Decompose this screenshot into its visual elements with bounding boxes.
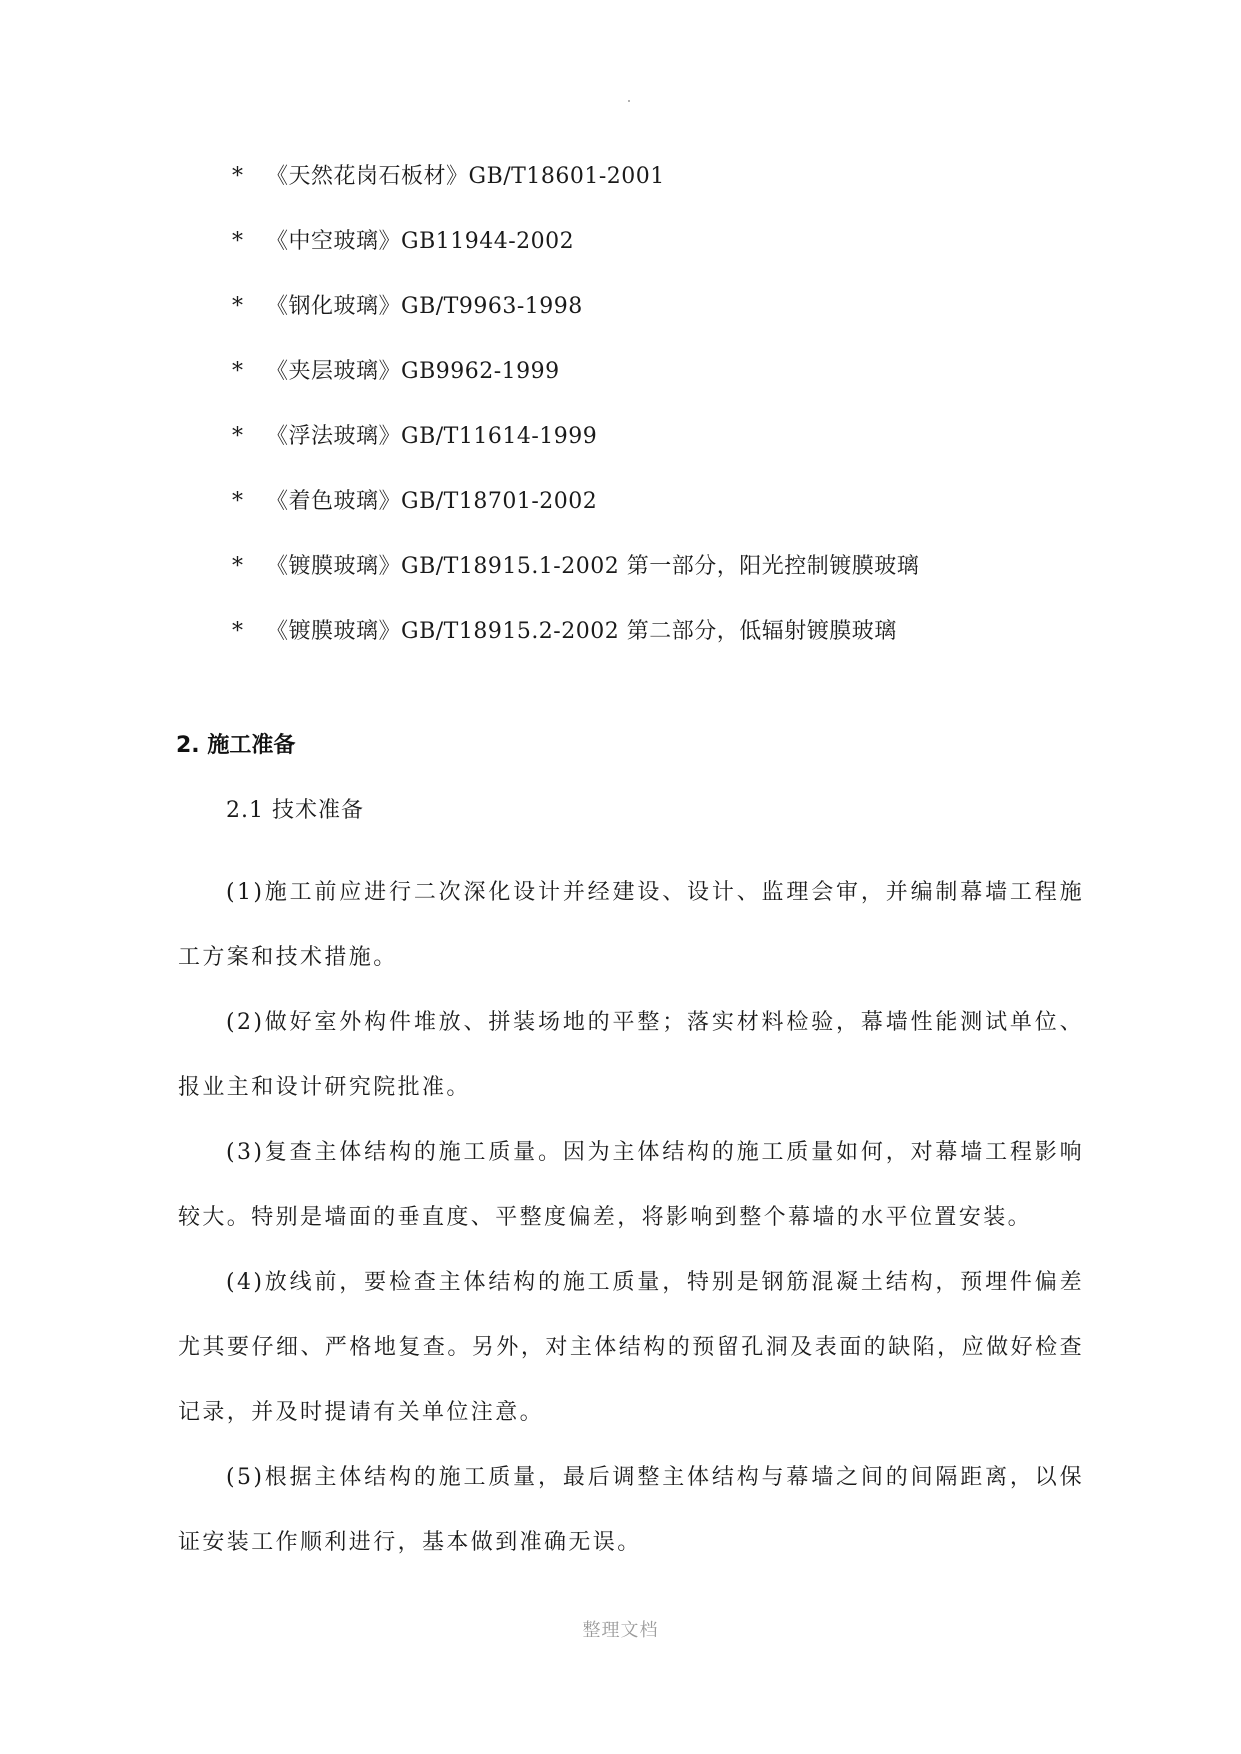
paragraph: (3)复查主体结构的施工质量。因为主体结构的施工质量如何，对幕墙工程影响较大。特别是墙面的垂直度、平整度偏差，将影响到整个幕墙的水平位置安装。 (178, 1140, 1084, 1230)
paragraph: (1)施工前应进行二次深化设计并经建设、设计、监理会审，并编制幕墙工程施工方案和技术措施。 (178, 880, 1084, 970)
list-item (232, 420, 919, 485)
standard-text: 《浮法玻璃》GB/T11614-1999 (266, 424, 598, 449)
standard-text: 《钢化玻璃》GB/T9963-1998 (266, 294, 583, 319)
standard-text: 《夹层玻璃》GB9962-1999 (266, 359, 560, 384)
list-item (232, 225, 919, 290)
standards-list (232, 160, 919, 680)
list-item (232, 290, 919, 355)
list-item (232, 615, 919, 680)
paragraph: (2)做好室外构件堆放、拼装场地的平整；落实材料检验，幕墙性能测试单位、报业主和设计研究院批准。 (178, 1010, 1084, 1100)
standard-text: 《着色玻璃》GB/T18701-2002 (266, 489, 598, 514)
bullet-asterisk: * (232, 294, 243, 319)
bullet-asterisk: * (232, 554, 243, 579)
header-mark (628, 100, 630, 102)
standard-text: 《镀膜玻璃》GB/T18915.1-2002 第一部分，阳光控制镀膜玻璃 (266, 554, 920, 579)
subsection-heading: 2.1 技术准备 (226, 798, 364, 823)
paragraph: (4)放线前，要检查主体结构的施工质量，特别是钢筋混凝土结构，预埋件偏差尤其要仔细、严格地复查。另外，对主体结构的预留孔洞及表面的缺陷，应做好检查记录，并及时提请有关单位注意。 (178, 1270, 1084, 1425)
section-heading: 2. 施工准备 (176, 733, 296, 758)
list-item (232, 550, 919, 615)
list-item (232, 160, 919, 225)
body-paragraphs (178, 860, 1084, 1575)
paragraph: (5)根据主体结构的施工质量，最后调整主体结构与幕墙之间的间隔距离，以保证安装工作顺利进行，基本做到准确无误。 (178, 1465, 1084, 1555)
standard-text: 《中空玻璃》GB11944-2002 (266, 229, 575, 254)
page-footer: 整理文档 (582, 1620, 659, 1641)
list-item (232, 485, 919, 550)
bullet-asterisk: * (232, 619, 243, 644)
bullet-asterisk: * (232, 424, 243, 449)
bullet-asterisk: * (232, 164, 243, 189)
standard-text: 《天然花岗石板材》GB/T18601-2001 (266, 164, 665, 189)
bullet-asterisk: * (232, 229, 243, 254)
bullet-asterisk: * (232, 359, 243, 384)
standard-text: 《镀膜玻璃》GB/T18915.2-2002 第二部分，低辐射镀膜玻璃 (266, 619, 897, 644)
bullet-asterisk: * (232, 489, 243, 514)
list-item (232, 355, 919, 420)
